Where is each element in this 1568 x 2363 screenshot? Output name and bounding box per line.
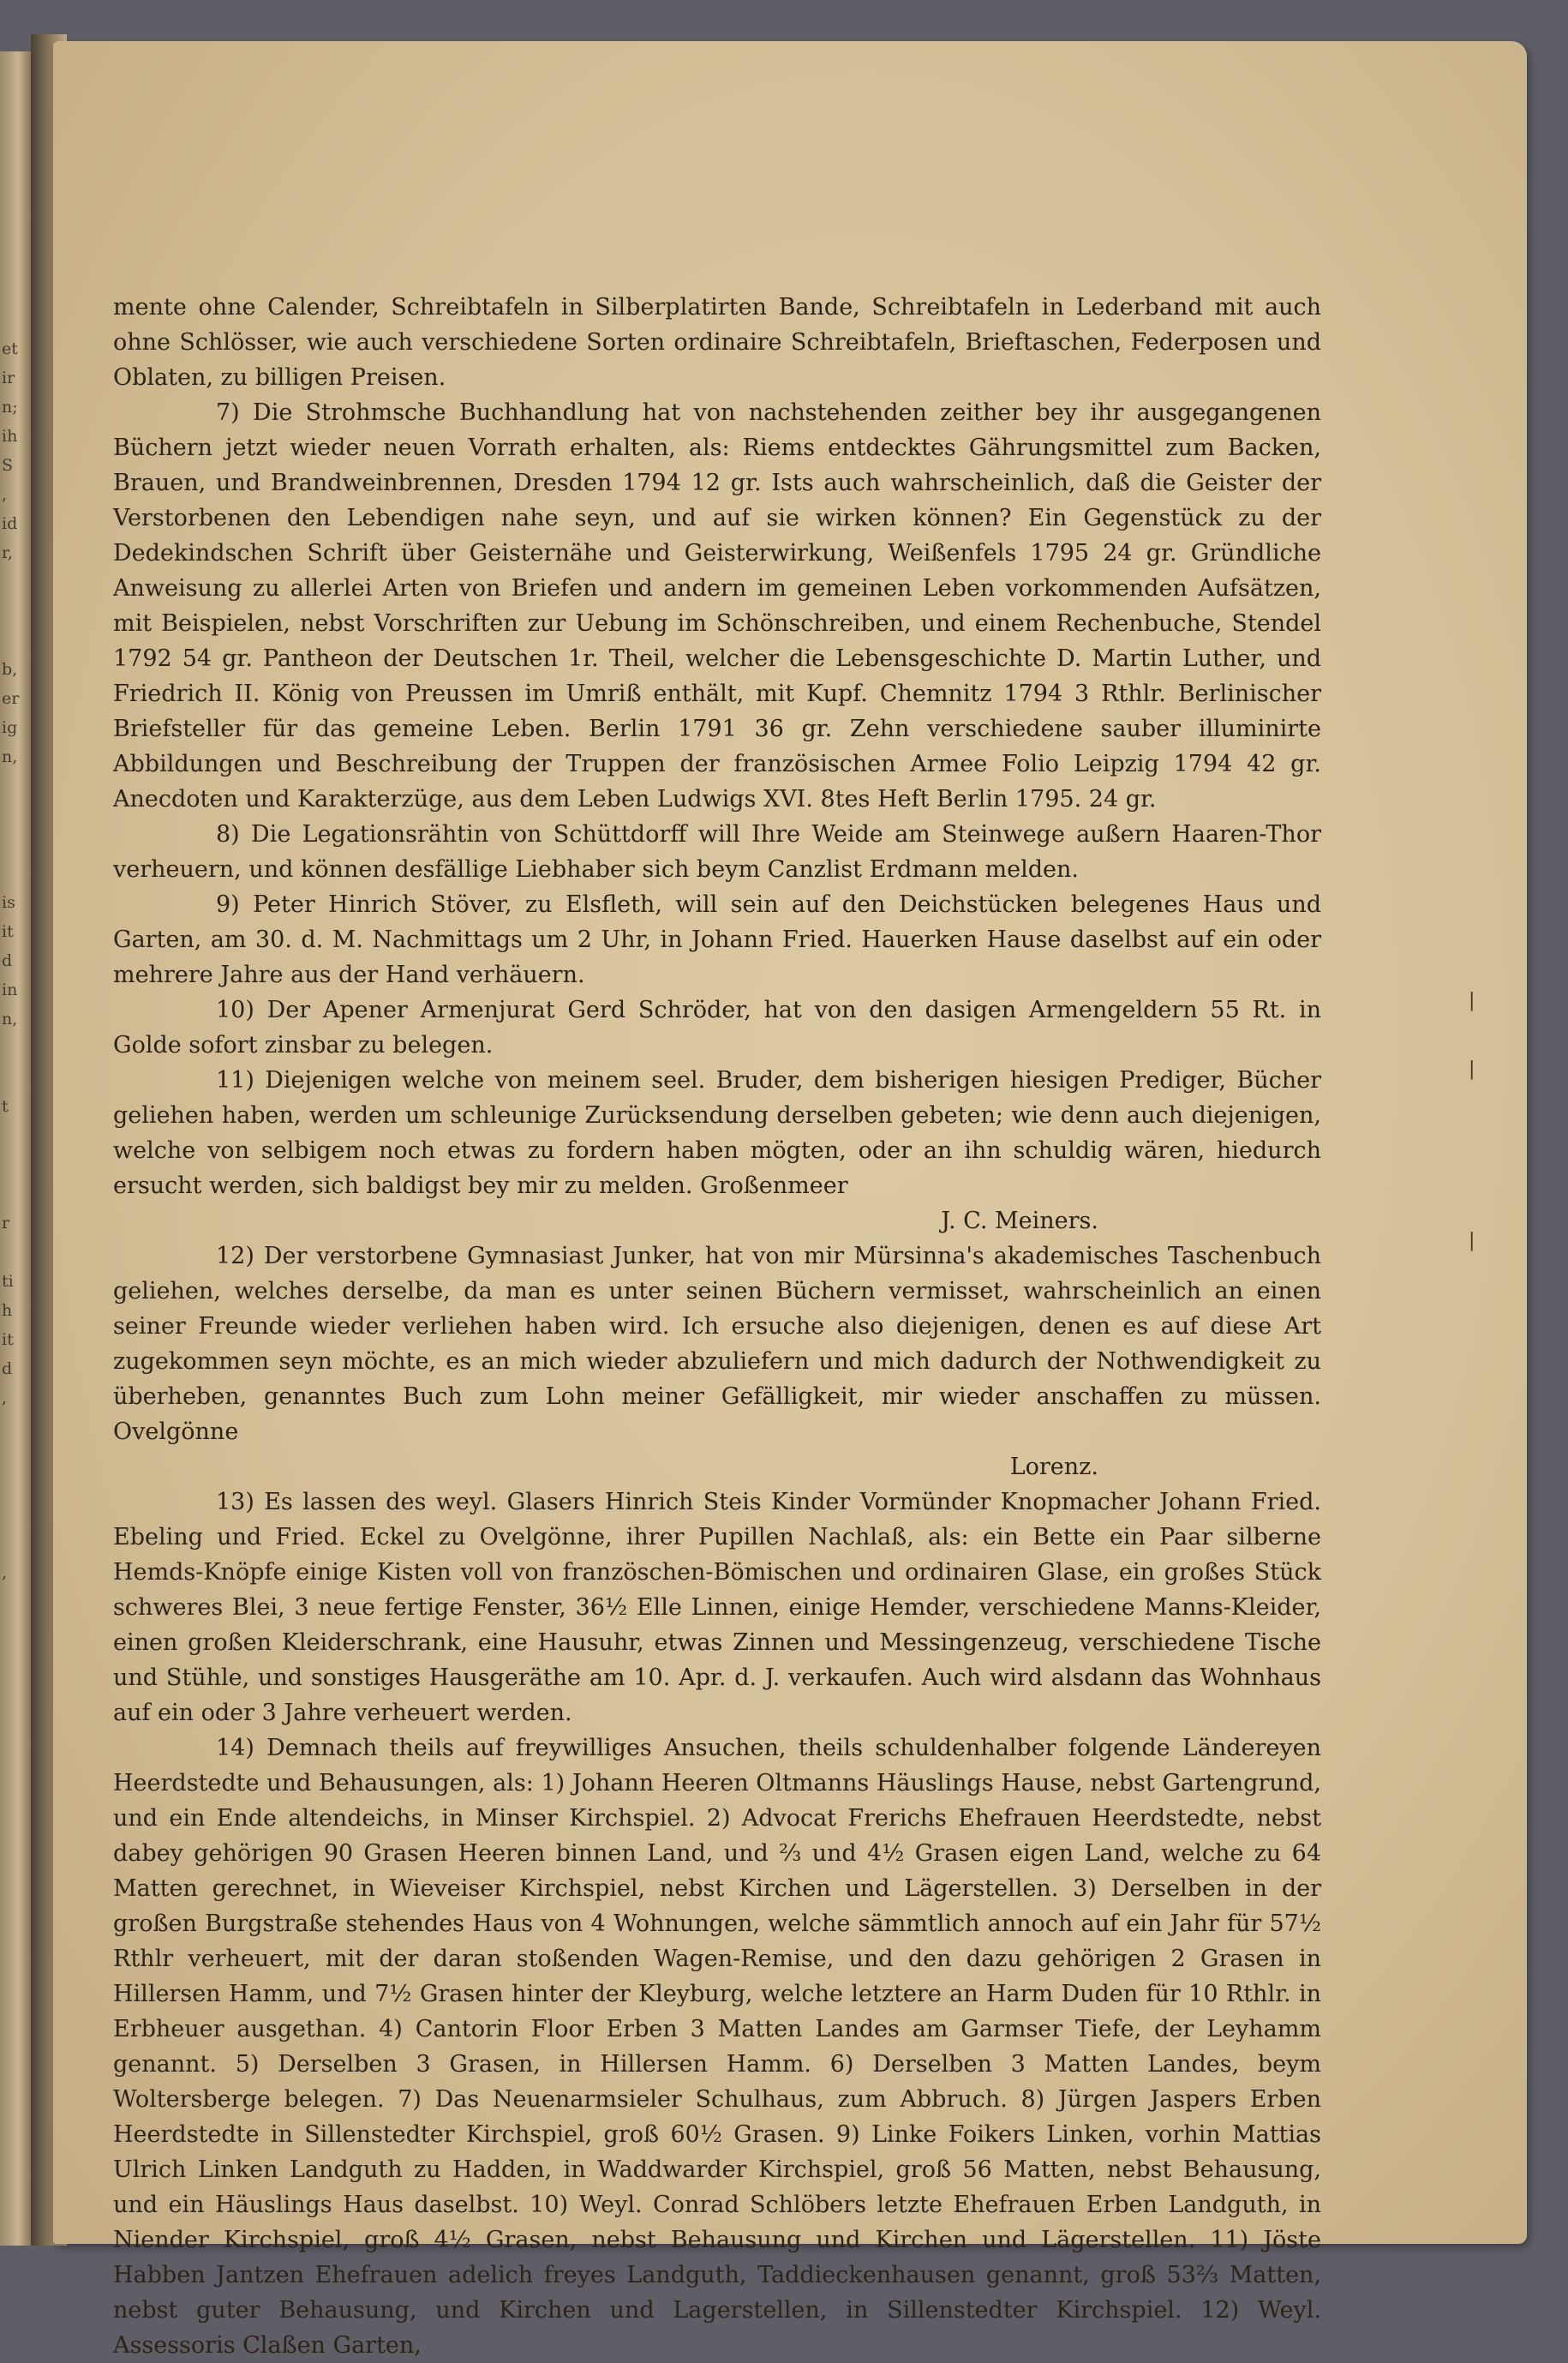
paragraph-10-armenjurat: 10) Der Apener Armenjurat Gerd Schröder, hat von den dasigen Armengeldern 55 Rt. in Golde sofort zinsbar zu belegen. [113, 997, 1321, 1059]
paragraph-12-junker: 12) Der verstorbene Gymnasiast Junker, hat von mir Mürsinna's akademisches Taschenbuch geliehen, welches derselbe, da man es unter seinen Büchern vermisset, wahrscheinlich an einen seiner Freunde wieder verliehen haben wird. Ich ersuche also diejenigen, denen es auf diese Art zugekommen seyn möchte, es an mich wieder abzuliefern und mich dadurch der Nothwendigkeit zu überheben, genanntes Buch zum Lohn meiner Gefälligkeit, mir wieder anschaffen zu müssen. Ovelgönne [113, 1243, 1321, 1445]
paragraph-14-laendereyen: 14) Demnach theils auf freywilliges Ansuchen, theils schuldenhalber folgende Ländereyen Heerdstedte und Behausungen, als: 1) Johann Heeren Oltmanns Häuslings Hause, nebst Gartengrund, und ein Ende altendeichs, in Minser Kirchspiel. 2) Advocat Frerichs Ehefrauen Heerdstedte, nebst dabey gehörigen 90 Grasen Heeren binnen Land, und ⅔ und 4½ Grasen eigen Land, welche zu 64 Matten gerechnet, in Wieveiser Kirchspiel, nebst Kirchen und Lägerstellen. 3) Derselben in der großen Burgstraße stehendes Haus von 4 Wohnungen, welche sämmtlich annoch auf ein Jahr für 57½ Rthlr verheuert, mit der daran stoßenden Wagen-Remise, und den dazu gehörigen 2 Grasen in Hillersen Hamm, und 7½ Grasen hinter der Kleyburg, welche letztere an Harm Duden für 10 Rthlr. in Erbheuer ausgethan. 4) Cantorin Floor Erben 3 Matten Landes am Garmser Tiefe, der Leyhamm genannt. 5) Derselben 3 Grasen, in Hillersen Hamm. 6) Derselben 3 Matten Landes, beym Woltersberge belegen. 7) Das Neuenarmsieler Schulhaus, zum Abbruch. 8) Jürgen Jaspers Erben Heerdstedte in Sillenstedter Kirchspiel, groß 60½ Grasen. 9) Linke Foikers Linken, vorhin Mattias Ulrich Linken Landguth zu Hadden, in Waddwarder Kirchspiel, groß 56 Matten, nebst Behausung, und ein Häuslings Haus daselbst. 10) Weyl. Conrad Schlöbers letzte Ehefrauen Erben Landguth, in Niender Kirchspiel, groß 4½ Grasen, nebst Behausung und Kirchen und Lägerstellen. 11) Jöste Habben Jantzen Ehefrauen adelich freyes Landguth, Taddieckenhausen genannt, groß 53⅔ Matten, nebst guter Behausung, und Kirchen und Lagerstellen, in Sillenstedter Kirchspiel. 12) Weyl. Assessoris Claßen Garten, [113, 1735, 1321, 2359]
page-text [113, 290, 1321, 2363]
signature-meiners: J. C. Meiners. [941, 1208, 1098, 1234]
paragraph-11-meiners: 11) Diejenigen welche von meinem seel. Bruder, dem bisherigen hiesigen Prediger, Bücher geliehen haben, werden um schleunige Zurücksendung derselben gebeten; wie denn auch diejenigen, welche von selbigem noch etwas zu fordern haben mögten, oder an ihn schuldig wären, hiedurch ersucht werden, sich baldigst bey mir zu melden. Großenmeer [113, 1067, 1321, 1199]
paragraph-7-strohmsche-buchhandlung: 7) Die Strohmsche Buchhandlung hat von nachstehenden zeither bey ihr ausgegangenen Büchern jetzt wieder neuen Vorrath erhalten, als: Riems entdecktes Gährungsmittel zum Backen, Brauen, und Brandweinbrennen, Dresden 1794 12 gr. Ists auch wahrscheinlich, daß die Geister der Verstorbenen den Lebendigen nahe seyn, und auf sie wirken können? Ein Gegenstück zu der Dedekindschen Schrift über Geisternähe und Geisterwirkung, Weißenfels 1795 24 gr. Gründliche Anweisung zu allerlei Arten von Briefen und andern im gemeinen Leben vorkommenden Aufsätzen, mit Beispielen, nebst Vorschriften zur Uebung im Schönschreiben, und einem Rechenbuche, Stendel 1792 54 gr. Pantheon der Deutschen 1r. Theil, welcher die Lebensgeschichte D. Martin Luther, und Friedrich II. König von Preussen im Umriß enthält, mit Kupf. Chemnitz 1794 3 Rthlr. Berlinischer Briefsteller für das gemeine Leben. Berlin 1791 36 gr. Zehn verschiedene sauber illuminirte Abbildungen und Beschreibung der Truppen der französischen Armee Folio Leipzig 1794 42 gr. Anecdoten und Karakterzüge, aus dem Leben Ludwigs XVI. 8tes Heft Berlin 1795. 24 gr. [113, 399, 1321, 813]
paragraph-8-legationsraehtin: 8) Die Legationsrähtin von Schüttdorff will Ihre Weide am Steinwege außern Haaren-Thor verheuern, und können desfällige Liebhaber sich beym Canzlist Erdmann melden. [113, 821, 1321, 883]
signature-lorenz: Lorenz. [1009, 1454, 1098, 1480]
page [53, 41, 1527, 2359]
paragraph-9-stoever: 9) Peter Hinrich Stöver, zu Elsfleth, will sein auf den Deichstücken belegenes Haus und Garten, am 30. d. M. Nachmittags um 2 Uhr, in Johann Fried. Hauerken Hause daselbst auf ein oder mehrere Jahre aus der Hand verhäuern. [113, 891, 1321, 988]
paragraph-calendar: mente ohne Calender, Schreibtafeln in Silberplatirten Bande, Schreibtafeln in Lederband mit auch ohne Schlösser, wie auch verschiedene Sorten ordinaire Schreibtafeln, Brieftaschen, Federposen und Oblaten, zu billigen Preisen. [113, 294, 1321, 391]
left-page-edge [0, 51, 33, 2246]
margin-pencil-marks: | | | [1469, 990, 1475, 1251]
left-page-text-fragments: et ir n; ih S , id r, b, er ig n, is it d in n, t r ti h it d , , [2, 339, 20, 1582]
paragraph-13-glaser-steis: 13) Es lassen des weyl. Glasers Hinrich Steis Kinder Vormünder Knopmacher Johann Fried. Ebeling und Fried. Eckel zu Ovelgönne, ihrer Pupillen Nachlaß, als: ein Bette ein Paar silberne Hemds-Knöpfe einige Kisten voll von französchen-Bömischen und ordinairen Glase, ein großes Stück schweres Blei, 3 neue fertige Fenster, 36½ Elle Linnen, einige Hemder, verschiedene Manns-Kleider, einen großen Kleiderschrank, eine Hausuhr, etwas Zinnen und Messingenzeug, verschiedene Tische und Stühle, und sonstiges Hausgeräthe am 10. Apr. d. J. verkaufen. Auch wird alsdann das Wohnhaus auf ein oder 3 Jahre verheuert werden. [113, 1489, 1321, 1726]
